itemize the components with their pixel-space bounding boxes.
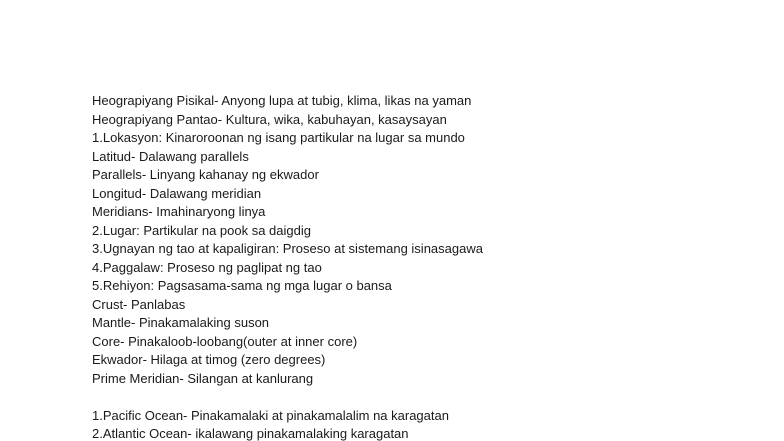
text-line: Mantle- Pinakamalaking suson bbox=[92, 315, 270, 330]
text-line: Ekwador- Hilaga at timog (zero degrees) bbox=[92, 352, 326, 367]
ocean-line: 1.Pacific Ocean- Pinakamalaki at pinakamalalim na karagatan bbox=[92, 407, 449, 423]
text-line: Crust- Panlabas bbox=[92, 296, 186, 312]
text-line: Meridians- Imahinaryong linya bbox=[92, 204, 266, 219]
text-line: 5.Rehiyon: Pagsasama-sama ng mga lugar o bansa bbox=[92, 278, 392, 293]
paragraph-gap bbox=[92, 388, 483, 407]
text-line: 3.Ugnayan ng tao at kapaligiran: Proseso at sistemang isinasagawa bbox=[92, 241, 483, 256]
text-line: 4.Paggalaw: Proseso ng paglipat ng tao bbox=[92, 259, 322, 275]
text-line: Heograpiyang Pisikal- Anyong lupa at tubig, klima, likas na yaman bbox=[92, 93, 472, 108]
text-line: Heograpiyang Pantao- Kultura, wika, kabuhayan, kasaysayan bbox=[92, 111, 447, 127]
text-line: Parallels- Linyang kahanay ng ekwador bbox=[92, 167, 319, 182]
text-line: 2.Lugar: Partikular na pook sa daigdig bbox=[92, 222, 311, 238]
text-line: 1.Lokasyon: Kinaroroonan ng isang partikular na lugar sa mundo bbox=[92, 130, 465, 145]
document-body bbox=[92, 92, 483, 441]
text-line: Latitud- Dalawang parallels bbox=[92, 148, 249, 164]
text-line: Prime Meridian- Silangan at kanlurang bbox=[92, 370, 314, 386]
ocean-line: 2.Atlantic Ocean- ikalawang pinakamalaking karagatan bbox=[92, 426, 409, 441]
text-line: Core- Pinakaloob-loobang(outer at inner core) bbox=[92, 333, 358, 349]
text-line: Longitud- Dalawang meridian bbox=[92, 185, 262, 201]
